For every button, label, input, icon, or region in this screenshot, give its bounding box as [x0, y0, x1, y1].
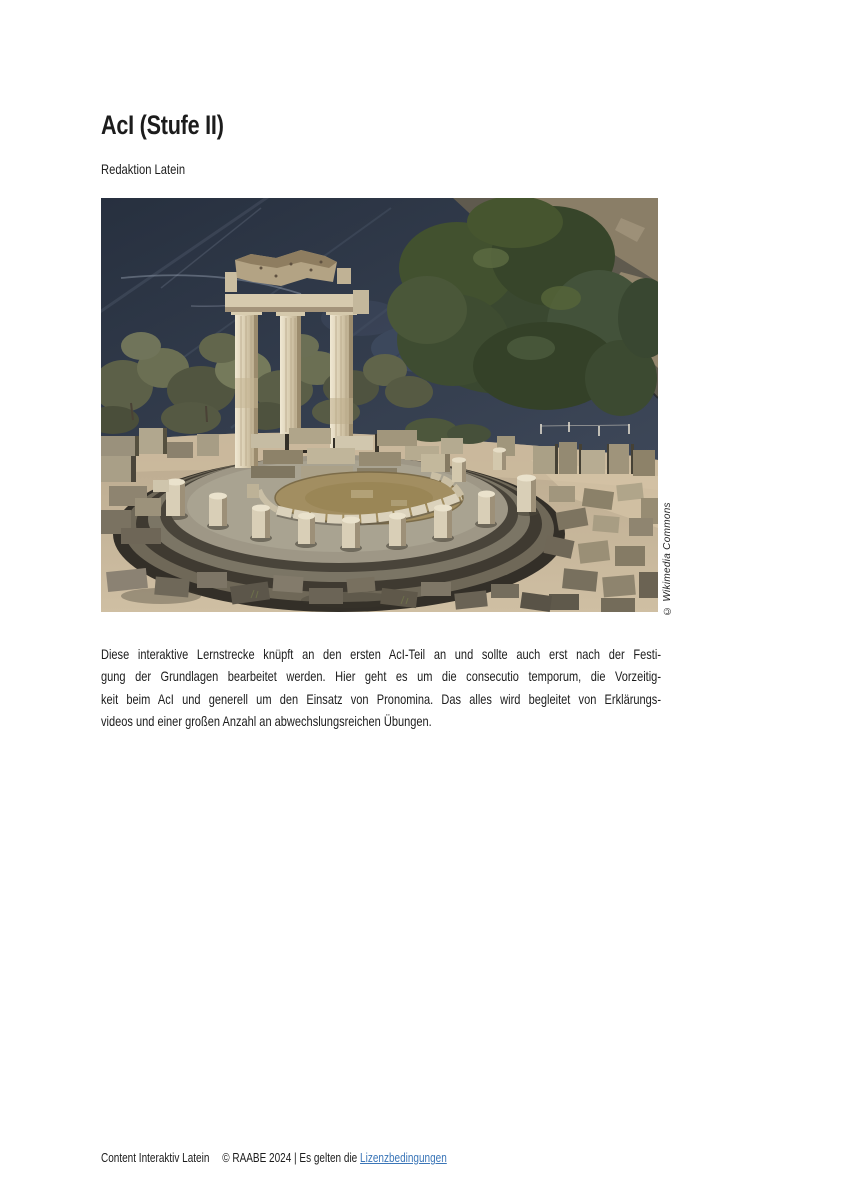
footer-copyright-text: © RAABE 2024 | Es gelten die	[222, 1151, 358, 1165]
paragraph-line: gung der Grundlagen bearbeitet werden. Hier geht es um die consecutio temporum, die Vorzeitig-	[101, 669, 661, 685]
photo-credit-caption: © Wikimedia Commons	[662, 502, 673, 616]
footer-product-label: Content Interaktiv Latein	[101, 1151, 210, 1165]
license-link[interactable]: Lizenzbedingungen	[360, 1151, 447, 1165]
paragraph-line: videos und einer großen Anzahl an abwechslungsreichen Übungen.	[101, 714, 432, 730]
tholos-of-delphi-photo	[101, 198, 658, 612]
delphi-photo-figure	[101, 198, 658, 612]
page-subtitle: Redaktion Latein	[101, 161, 186, 177]
page-footer	[101, 1151, 581, 1165]
paragraph-line: keit beim AcI und generell um den Einsatz von Pronomina. Das alles wird begleitet von Erklärungs-	[101, 691, 661, 707]
intro-paragraph	[101, 644, 661, 734]
page-title: AcI (Stufe II)	[101, 110, 224, 141]
paragraph-line: Diese interaktive Lernstrecke knüpft an den ersten AcI-Teil an und sollte auch erst nach der Festi-	[101, 647, 661, 662]
